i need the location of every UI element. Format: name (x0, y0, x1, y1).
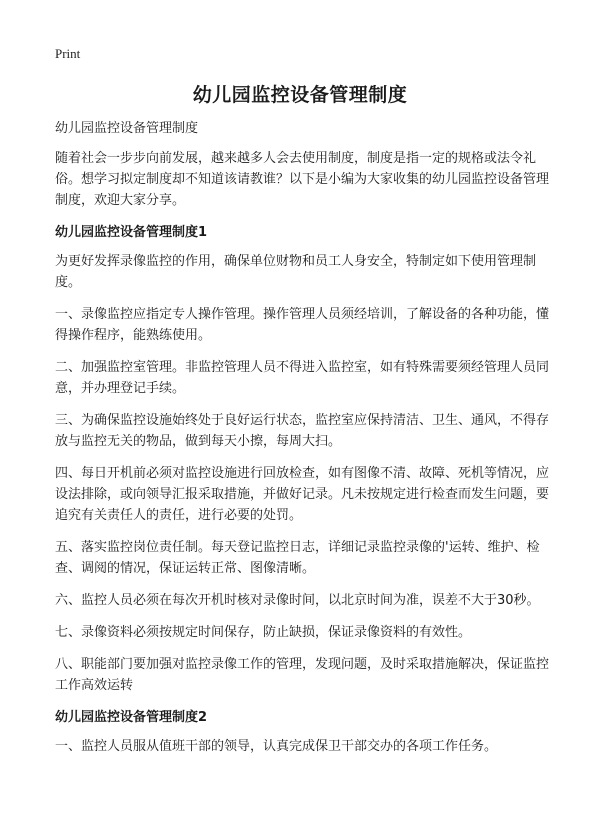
section1-item: 二、加强监控室管理。非监控管理人员不得进入监控室，如有特殊需要须经管理人员同意，并办理登记手续。 (55, 360, 550, 396)
section1-item: 三、为确保监控设施始终处于良好运行状态，监控室应保持清洁、卫生、通风，不得存放与监控无关的物品，做到每天小擦，每周大扫。 (55, 413, 550, 449)
document-body (55, 118, 555, 768)
section1-item: 一、录像监控应指定专人操作管理。操作管理人员须经培训，了解设备的各种功能，懂得操作程序，能熟练使用。 (55, 307, 550, 343)
section1-item: 七、录像资料必须按规定时间保存，防止缺损，保证录像资料的有效性。 (55, 625, 472, 640)
section1-item: 六、监控人员必须在每次开机时核对录像时间，以北京时间为准，误差不大于30秒。 (55, 593, 540, 608)
section-heading-1: 幼儿园监控设备管理制度1 (55, 225, 208, 240)
section1-item: 五、落实监控岗位责任制。每天登记监控日志，详细记录监控录像的'运转、维护、检查、调阅的情况，保证运转正常、图像清晰。 (55, 540, 540, 576)
page-title: 幼儿园监控设备管理制度 (192, 84, 408, 106)
section2-item: 一、监控人员服从值班干部的领导，认真完成保卫干部交办的各项工作任务。 (55, 739, 498, 754)
section-heading-2: 幼儿园监控设备管理制度2 (55, 710, 208, 725)
section1-item: 四、每日开机前必须对监控设施进行回放检查，如有图像不清、故障、死机等情况，应设法排除，或向领导汇报采取措施，并做好记录。凡未按规定进行检查而发生问题，要追究有关责任人的责任，进行必要的处罚。 (55, 466, 550, 523)
document-subtitle: 幼儿园监控设备管理制度 (55, 121, 199, 136)
intro-paragraph: 随着社会一步步向前发展，越来越多人会去使用制度，制度是指一定的规格或法令礼俗。想学习拟定制度却不知道该请教谁？以下是小编为大家收集的幼儿园监控设备管理制度，欢迎大家分享。 (55, 151, 550, 208)
print-link[interactable]: Print (55, 46, 81, 61)
section1-lead: 为更好发挥录像监控的作用，确保单位财物和员工人身安全，特制定如下使用管理制度。 (55, 254, 537, 290)
section1-item: 八、职能部门要加强对监控录像工作的管理，发现问题，及时采取措施解决，保证监控工作高效运转 (55, 657, 550, 693)
